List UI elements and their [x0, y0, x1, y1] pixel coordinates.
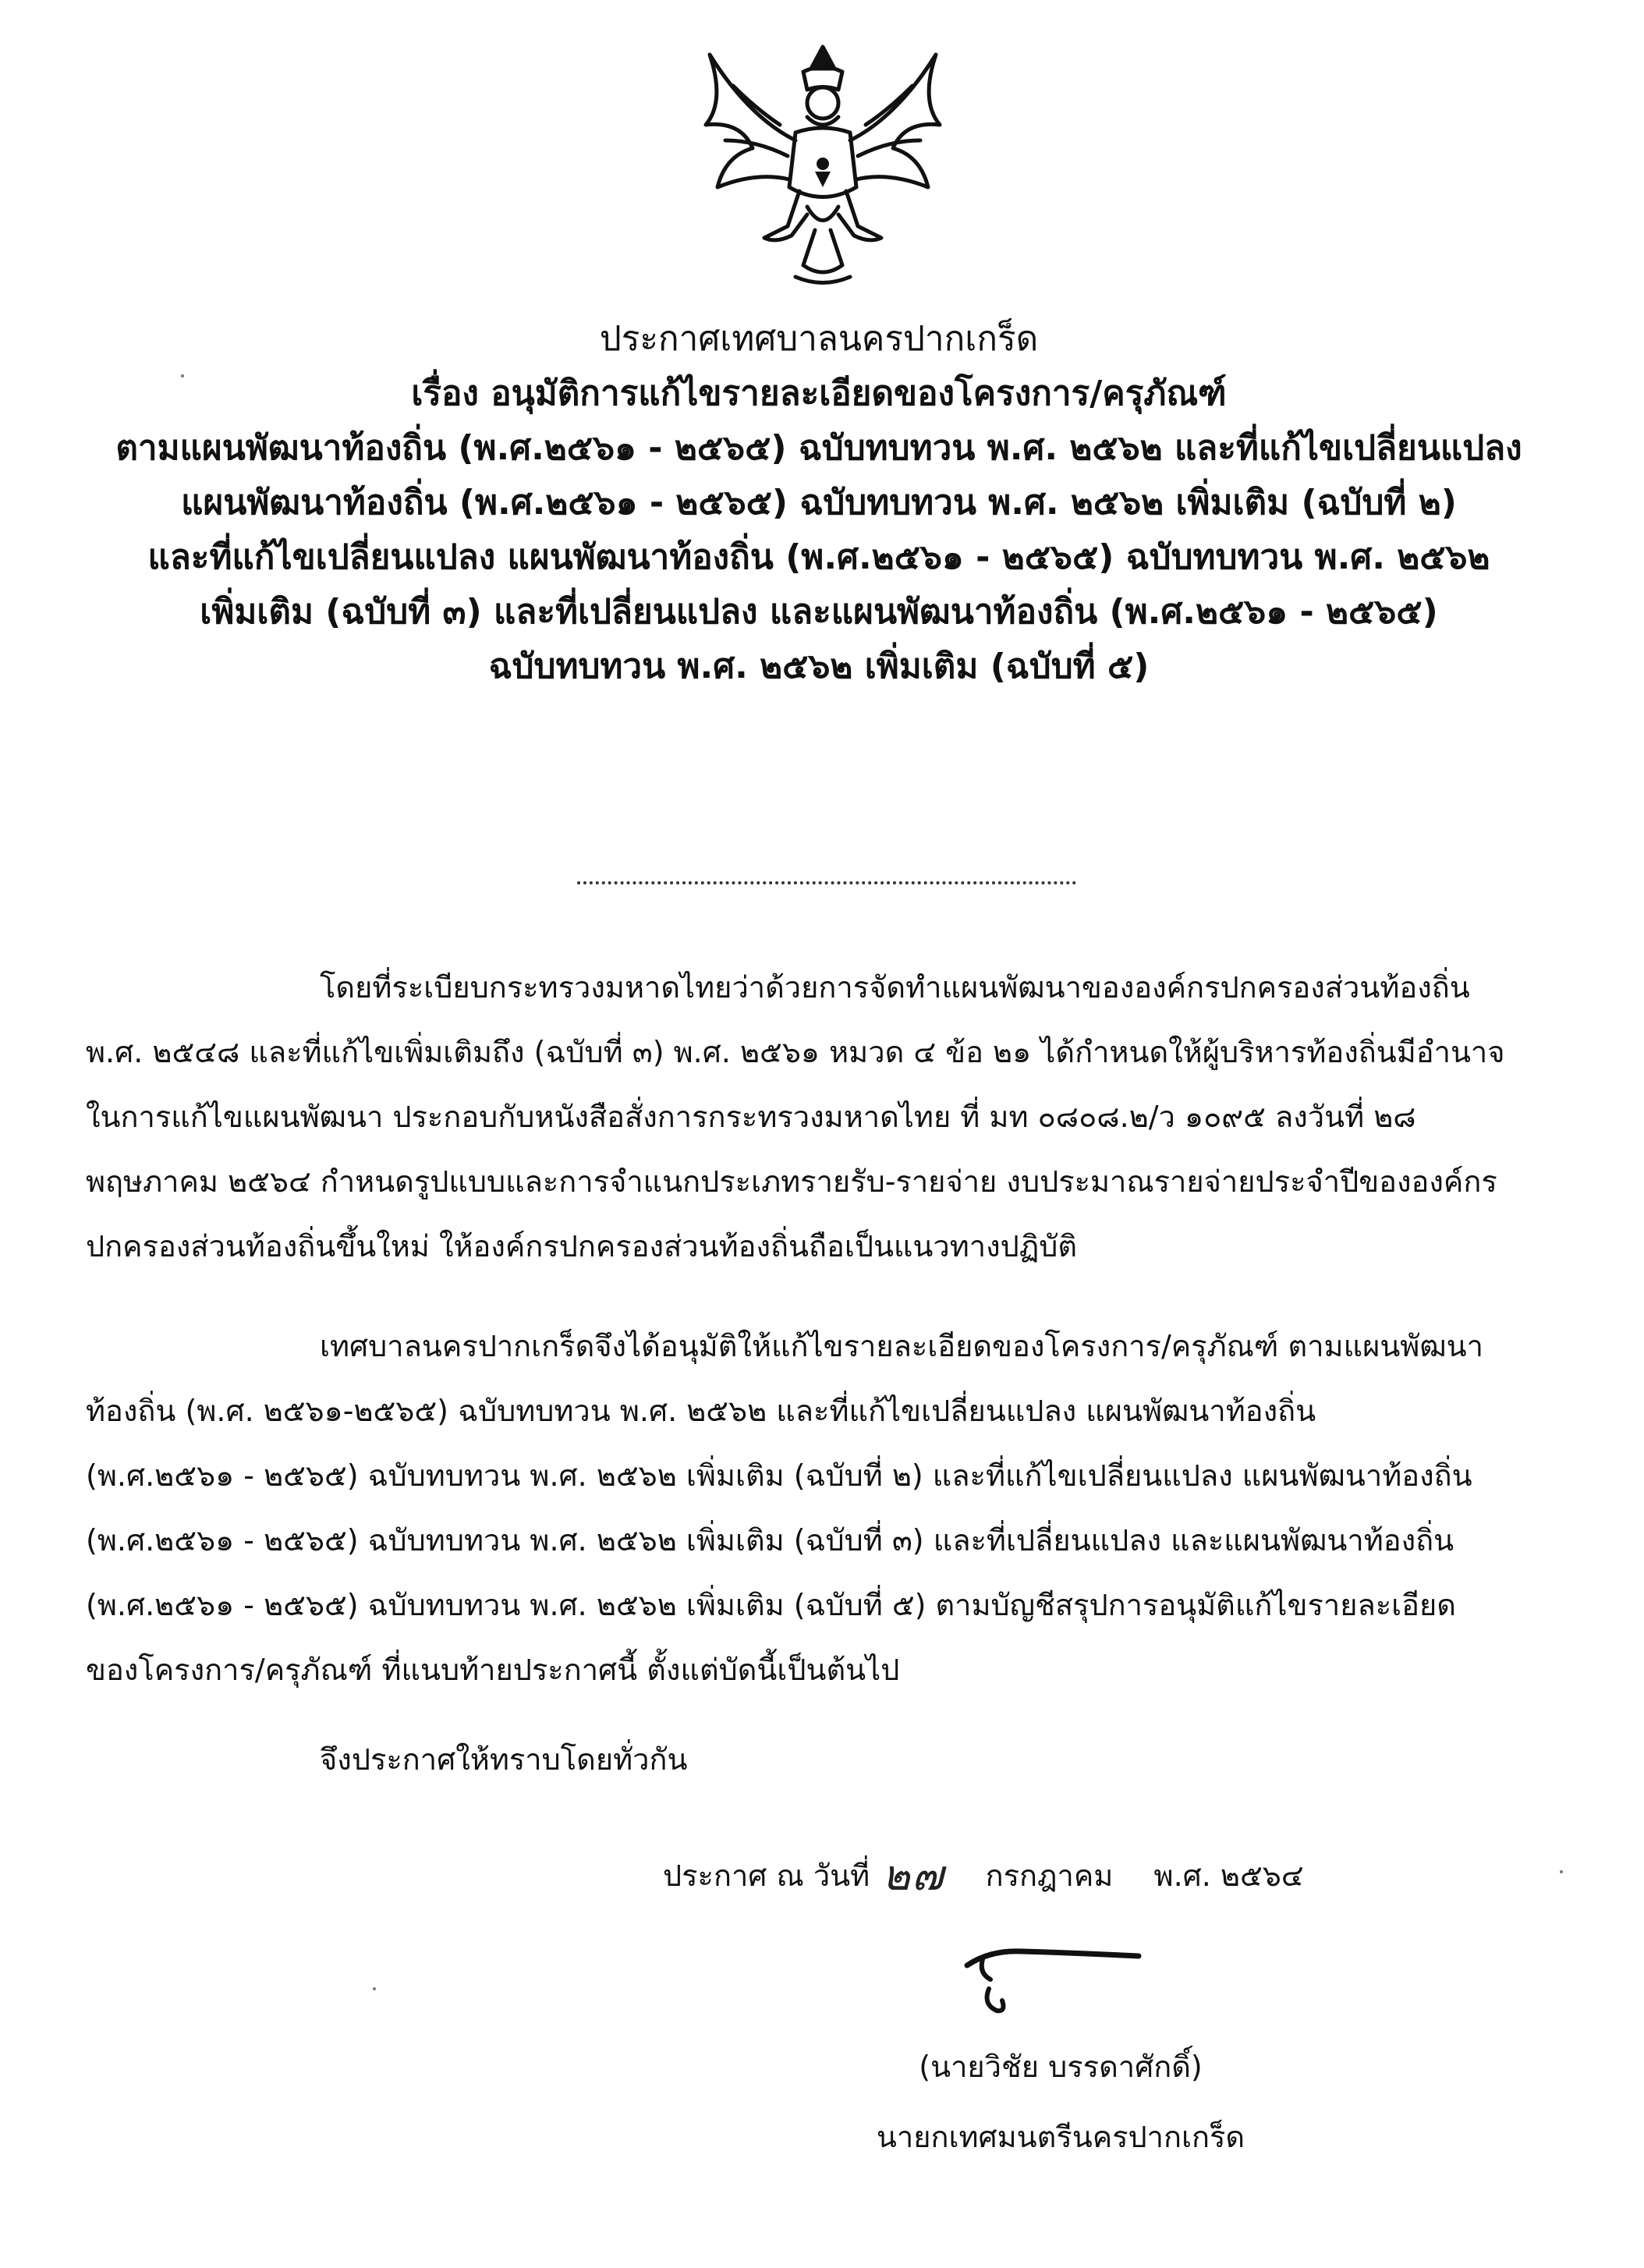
title-line-7: ฉบับทบทวน พ.ศ. ๒๕๖๒ เพิ่มเติม (ฉบับที่ ๕)	[488, 647, 1150, 686]
signature-mark	[959, 1934, 1146, 2028]
title-line-5: และที่แก้ไขเปลี่ยนแปลง แผนพัฒนาท้องถิ่น (พ.ศ.๒๕๖๑ - ๒๕๖๕) ฉบับทบทวน พ.ศ. ๒๕๖๒	[147, 537, 1490, 577]
scan-speck	[1560, 1870, 1563, 1873]
paragraph-line: โดยที่ระเบียบกระทรวงมหาดไทยว่าด้วยการจัดทำแผนพัฒนาขององค์กรปกครองส่วนท้องถิ่น	[320, 970, 1470, 1005]
dotted-divider	[577, 881, 1076, 884]
title-subject: เรื่อง อนุมัติการแก้ไขรายละเอียดของโครงการ/ครุภัณฑ์	[411, 374, 1227, 413]
date-month: กรกฎาคม	[985, 1858, 1114, 1893]
date-day-handwritten: ๒๗	[882, 1850, 945, 1900]
paragraph-line: พฤษภาคม ๒๕๖๔ กำหนดรูปแบบและการจำแนกประเภทรายรับ-รายจ่าย งบประมาณรายจ่ายประจำปีขององค์กร	[86, 1164, 1497, 1199]
title-line-4: แผนพัฒนาท้องถิ่น (พ.ศ.๒๕๖๑ - ๒๕๖๕) ฉบับทบทวน พ.ศ. ๒๕๖๒ เพิ่มเติม (ฉบับที่ ๒)	[181, 483, 1457, 523]
announcement-date	[663, 1842, 1599, 1905]
paragraph-closing	[86, 1728, 1568, 1792]
paragraph-regulation	[86, 955, 1568, 1279]
paragraph-line: (พ.ศ.๒๕๖๑ - ๒๕๖๕) ฉบับทบทวน พ.ศ. ๒๕๖๒ เพิ่มเติม (ฉบับที่ ๓) และที่เปลี่ยนแปลง และแผนพัฒนาท้องถิ่น	[86, 1523, 1454, 1557]
title-issuer: ประกาศเทศบาลนครปากเกร็ด	[599, 319, 1039, 359]
signer-position: นายกเทศมนตรีนครปากเกร็ด	[876, 2120, 1245, 2154]
document-title	[70, 312, 1568, 694]
signer-name: (นายวิชัย บรรดาศักดิ์)	[919, 2050, 1203, 2084]
closing-statement: จึงประกาศให้ทราบโดยทั่วกัน	[320, 1742, 688, 1777]
title-line-6: เพิ่มเติม (ฉบับที่ ๓) และที่เปลี่ยนแปลง และแผนพัฒนาท้องถิ่น (พ.ศ.๒๕๖๑ - ๒๕๖๕)	[200, 592, 1438, 632]
paragraph-line: ท้องถิ่น (พ.ศ. ๒๕๖๑-๒๕๖๕) ฉบับทบทวน พ.ศ. ๒๕๖๒ และที่แก้ไขเปลี่ยนแปลง แผนพัฒนาท้องถิ่น	[86, 1394, 1316, 1428]
date-year: พ.ศ. ๒๕๖๔	[1153, 1858, 1304, 1893]
scan-speck	[181, 374, 184, 377]
paragraph-line: ของโครงการ/ครุภัณฑ์ ที่แนบท้ายประกาศนี้ ตั้งแต่บัดนี้เป็นต้นไป	[86, 1653, 900, 1687]
paragraph-line: พ.ศ. ๒๕๔๘ และที่แก้ไขเพิ่มเติมถึง (ฉบับที่ ๓) พ.ศ. ๒๕๖๑ หมวด ๔ ข้อ ๒๑ ได้กำหนดให้ผู้บริหารท้องถิ่นมีอำนาจ	[86, 1035, 1505, 1069]
title-line-3: ตามแผนพัฒนาท้องถิ่น (พ.ศ.๒๕๖๑ - ๒๕๖๕) ฉบับทบทวน พ.ศ. ๒๕๖๒ และที่แก้ไขเปลี่ยนแปลง	[115, 428, 1522, 468]
paragraph-line: ในการแก้ไขแผนพัฒนา ประกอบกับหนังสือสั่งการกระทรวงมหาดไทย ที่ มท ๐๘๐๘.๒/ว ๑๐๙๕ ลงวันที่ ๒๘	[86, 1100, 1416, 1134]
paragraph-approval	[86, 1314, 1568, 1703]
garuda-emblem-icon	[679, 31, 967, 289]
paragraph-line: ปกครองส่วนท้องถิ่นขึ้นใหม่ ให้องค์กรปกครองส่วนท้องถิ่นถือเป็นแนวทางปฏิบัติ	[86, 1229, 1078, 1263]
paragraph-line: (พ.ศ.๒๕๖๑ - ๒๕๖๕) ฉบับทบทวน พ.ศ. ๒๕๖๒ เพิ่มเติม (ฉบับที่ ๒) และที่แก้ไขเปลี่ยนแปลง แผนพัฒนาท้องถิ่น	[86, 1458, 1472, 1493]
scan-speck	[373, 1987, 376, 1990]
date-prefix: ประกาศ ณ วันที่	[663, 1858, 870, 1893]
paragraph-line: เทศบาลนครปากเกร็ดจึงได้อนุมัติให้แก้ไขรายละเอียดของโครงการ/ครุภัณฑ์ ตามแผนพัฒนา	[320, 1329, 1484, 1363]
paragraph-line: (พ.ศ.๒๕๖๑ - ๒๕๖๕) ฉบับทบทวน พ.ศ. ๒๕๖๒ เพิ่มเติม (ฉบับที่ ๕) ตามบัญชีสรุปการอนุมัติแก้ไขรายละเอียด	[86, 1588, 1456, 1622]
